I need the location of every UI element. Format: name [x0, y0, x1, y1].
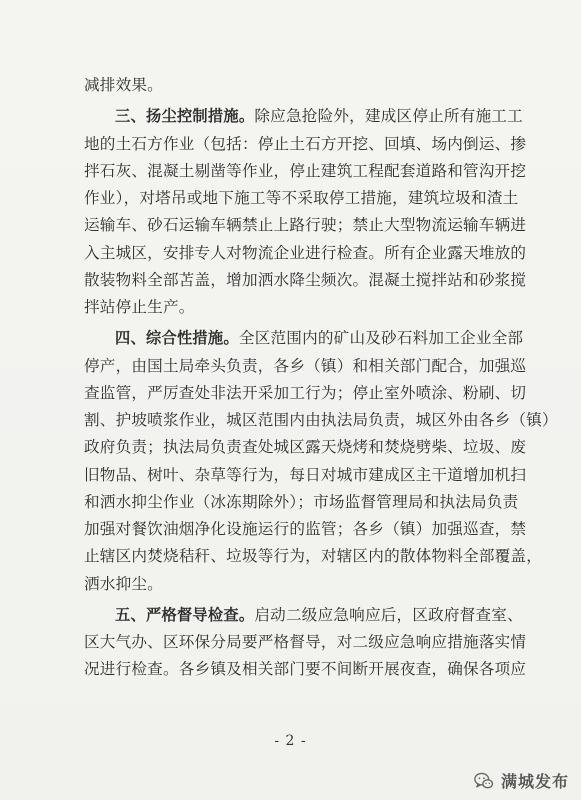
watermark	[473, 769, 569, 792]
wechat-icon	[473, 770, 495, 792]
text-run: 启动二级应急响应后，区政府督查室、	[254, 605, 523, 624]
text-line: 和洒水抑尘作业（冰冻期除外）；市场监督管理局和执法局负责	[84, 492, 519, 511]
text-line: 况进行检查。各乡镇及相关部门要不间断开展夜查，确保各项应	[84, 660, 527, 679]
text-run: 除应急抢险外，建成区停止所有施工工	[254, 107, 523, 126]
text-line: 散装物料全部苫盖，增加洒水降尘频次。混凝土搅拌站和砂浆搅	[84, 270, 527, 289]
watermark-text: 满城发布	[500, 772, 569, 791]
text-line: 旧物品、树叶、杂草等行为，每日对城市建成区主干道增加机扫	[84, 465, 527, 484]
document-body	[84, 72, 558, 684]
section-heading-line	[84, 602, 523, 629]
section-heading-line	[84, 103, 523, 130]
text-line: 减排效果。	[84, 76, 163, 94]
section-heading: 五、严格督导检查。	[115, 605, 255, 624]
text-line: 拌石灰、混凝土剔凿等作业，停止建筑工程配套道路和管沟开挖	[84, 161, 527, 180]
text-run: 全区范围内的矿山及砂石料加工企业全部	[238, 329, 524, 348]
section-heading: 三、扬尘控制措施。	[115, 107, 255, 126]
text-line: 止辖区内焚烧秸秆、垃圾等行为，对辖区内的散体物料全部覆盖，	[84, 547, 543, 566]
text-line: 割、护坡喷浆作业，城区范围内由执法局负责，城区外由各乡（镇）	[84, 411, 558, 429]
text-line: 洒水抑尘。	[84, 574, 163, 593]
text-line: 加强对餐饮油烟净化设施运行的监管；各乡（镇）加强巡查，禁	[84, 520, 527, 538]
text-line: 政府负责；执法局负责查处城区露天烧烤和焚烧劈柴、垃圾、废	[84, 438, 527, 457]
text-line: 运输车、砂石运输车辆禁止上路行驶；禁止大型物流运输车辆进	[84, 216, 527, 235]
text-line: 地的土石方作业（包括：停止土石方开挖、回填、场内倒运、掺	[84, 134, 527, 153]
text-line: 停产，由国土局牵头负责，各乡（镇）和相关部门配合，加强巡	[84, 356, 527, 375]
page-number: - 2 -	[274, 733, 307, 749]
text-line: 查监管，严厉查处非法开采加工行为；停止室外喷涂、粉刷、切	[84, 383, 527, 402]
section-heading: 四、综合性措施。	[115, 329, 239, 348]
text-line: 拌站停止生产。	[84, 298, 195, 316]
section-heading-line	[84, 325, 524, 352]
text-line: 作业），对塔吊或地下施工等不采取停工措施，建筑垃圾和渣土	[84, 189, 519, 207]
text-line: 入主城区，安排专人对物流企业进行检查。所有企业露天堆放的	[84, 243, 527, 262]
text-line: 区大气办、区环保分局要严格督导，对二级应急响应措施落实情	[84, 633, 527, 651]
